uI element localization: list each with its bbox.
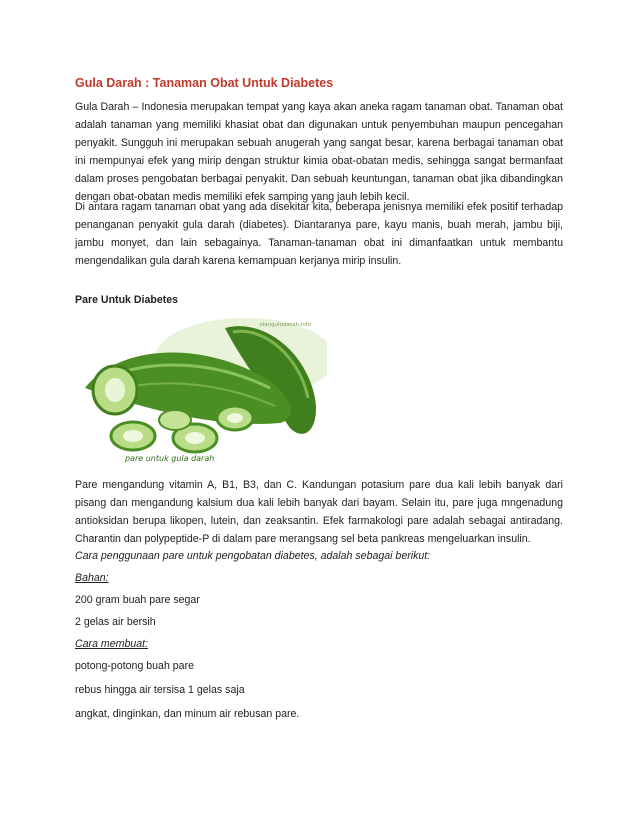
bitter-gourd-photo xyxy=(75,318,327,467)
usage-intro: Cara penggunaan pare untuk pengobatan diabetes, adalah sebagai berikut: xyxy=(75,550,431,562)
watermark-text: olangulodarah.info xyxy=(259,322,311,328)
document-title: Gula Darah : Tanaman Obat Untuk Diabetes xyxy=(75,76,334,90)
bahan-item: 2 gelas air bersih xyxy=(75,616,156,628)
cara-step: angkat, dinginkan, dan minum air rebusan pare. xyxy=(75,708,300,720)
cara-step: rebus hingga air tersisa 1 gelas saja xyxy=(75,684,245,696)
second-paragraph: Di antara ragam tanaman obat yang ada disekitar kita, beberapa jenisnya memiliki efek positif terhadap penanganan penyakit gula darah (diabetes). Diantaranya pare, kayu manis, buah merah, jambu biji, jambu monyet, dan lain sebagainya. Tanaman-tanaman obat ini dimanfaatkan untuk membantu mengendalikan gula darah karena kemampuan kerjanya mirip insulin. xyxy=(75,201,563,267)
bitter-gourd-illustration xyxy=(75,318,327,467)
bahan-label: Bahan: xyxy=(75,572,109,584)
section-heading: Pare Untuk Diabetes xyxy=(75,294,179,306)
bahan-item: 200 gram buah pare segar xyxy=(75,594,200,606)
cara-label: Cara membuat: xyxy=(75,638,149,650)
intro-paragraph: Gula Darah – Indonesia merupakan tempat yang kaya akan aneka ragam tanaman obat. Tanaman obat adalah tanaman yang memiliki khasiat obat dan digunakan untuk penyembuhan maupun pencegahan penyakit. Sungguh ini merupakan sebuah anugerah yang sangat besar, karena berbagai tanaman obat ini mempunyai efek yang mirip dengan struktur kimia obat-obatan medis, sehingga sangat bermanfaat dalam proses pengobatan berbagai penyakit. Dan sebuah keuntungan, tanaman obat jika dibandingkan dengan obat-obatan medis memiliki efek samping yang jauh lebih kecil. xyxy=(75,101,563,203)
pare-paragraph: Pare mengandung vitamin A, B1, B3, dan C. Kandungan potasium pare dua kali lebih banyak dari pisang dan mengandung kalsium dua kali lebih banyak dari bayam. Selain itu, pare juga mngenadung antioksidan berupa likopen, lutein, dan zeaksantin. Efek farmakologi pare adalah sebagai antiradang. Charantin dan polypeptide-P di dalam pare merangsang sel beta pankreas mengeluarkan insulin. xyxy=(75,479,563,545)
photo-caption: pare untuk gula darah xyxy=(125,454,215,463)
cara-step: potong-potong buah pare xyxy=(75,660,194,672)
